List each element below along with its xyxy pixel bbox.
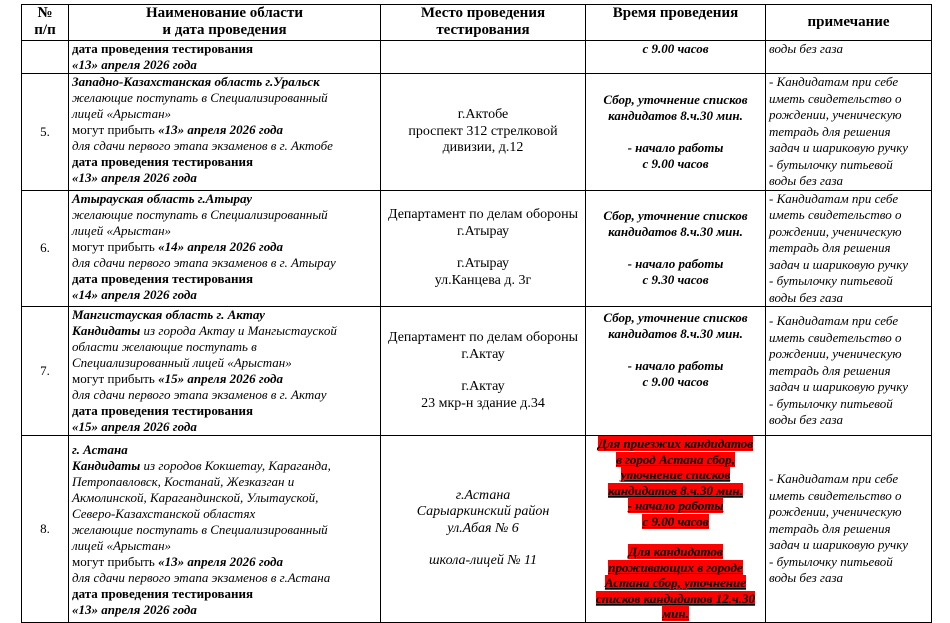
row5-place: г.Актобе проспект 312 стрелковой дивизии, д.12 xyxy=(381,74,586,191)
row7-time: Сбор, уточнение списков кандидатов 8.ч.30 мин. - начало работы с 9.00 часов xyxy=(586,307,766,436)
row7-place: Департамент по делам обороны г.Актау г.Актау 23 мкр-н здание д.34 xyxy=(381,307,586,436)
row6-place: Департамент по делам обороны г.Атырау г.Атырау ул.Канцева д. 3г xyxy=(381,190,586,307)
highlight-text: в город Астана сбор, xyxy=(616,451,735,467)
header-time: Время проведения xyxy=(586,5,766,41)
highlight-text: Астана сбор, уточнение xyxy=(604,575,747,590)
row0-note: воды без газа xyxy=(766,41,932,74)
highlight-text: кандидатов 8.ч.30 мин. xyxy=(608,482,743,498)
row5-num: 5. xyxy=(22,74,69,191)
row5-note: - Кандидатам при себе иметь свидетельство о рождении, ученическую тетрадь для решения задач и шариковую ручку - бутылочку питьевой воды без газа xyxy=(766,74,932,191)
highlight-text: уточнение списков xyxy=(620,467,731,482)
highlight-text: Для кандидатов xyxy=(628,544,723,559)
header-name: Наименование области и дата проведения xyxy=(69,5,381,41)
header-num: № п/п xyxy=(22,5,69,41)
header-row xyxy=(22,5,932,41)
highlight-text: списков кандидатов 12.ч.30 xyxy=(595,590,756,606)
highlight-text: - начало работы xyxy=(627,498,724,513)
row8-note: - Кандидатам при себе иметь свидетельство о рождении, ученическую тетрадь для решения задач и шариковую ручку - бутылочку питьевой воды без газа xyxy=(766,436,932,623)
highlight-text: проживающих в городе xyxy=(608,559,743,575)
row0-name: дата проведения тестирования «13» апреля 2026 года xyxy=(69,41,381,74)
highlight-text: Для приезжих кандидатов xyxy=(597,436,754,451)
row0-time: с 9.00 часов xyxy=(586,41,766,74)
row8-num: 8. xyxy=(22,436,69,623)
row6-num: 6. xyxy=(22,190,69,307)
table-row xyxy=(22,436,932,623)
row7-note: - Кандидатам при себе иметь свидетельство о рождении, ученическую тетрадь для решения задач и шариковую ручку - бутылочку питьевой воды без газа xyxy=(766,307,932,436)
header-place: Место проведения тестирования xyxy=(381,5,586,41)
row7-name: Мангистауская область г. Актау Кандидаты из города Актау и Мангыстауской области желающие поступать в Специализированный лицей «Арыстан» могут прибыть «15» апреля 2026 года для сдачи первого этапа экзаменов в г. Актау дата проведения тестирования «15» апреля 2026 года xyxy=(69,307,381,436)
highlight-text: мин. xyxy=(662,606,689,621)
row5-time: Сбор, уточнение списков кандидатов 8.ч.30 мин. - начало работы с 9.00 часов xyxy=(586,74,766,191)
header-note: примечание xyxy=(766,5,932,41)
row6-time: Сбор, уточнение списков кандидатов 8.ч.30 мин. - начало работы с 9.30 часов xyxy=(586,190,766,307)
row8-time xyxy=(586,436,766,623)
row8-name: г. Астана Кандидаты из городов Кокшетау, Караганда, Петропавловск, Костанай, Жезказган и Акмолинской, Карагандинской, Улытауской, Северо-Казахстанской областях желающие поступать в Специализированный лицей «Арыстан» могут прибыть «13» апреля 2026 года для сдачи первого этапа экзаменов в г.Астана дата проведения тестирования «13» апреля 2026 года xyxy=(69,436,381,623)
row0-num xyxy=(22,41,69,74)
table-row xyxy=(22,74,932,191)
row6-name: Атырауская область г.Атырау желающие поступать в Специализированный лицей «Арыстан» могут прибыть «14» апреля 2026 года для сдачи первого этапа экзаменов в г. Атырау дата проведения тестирования «14» апреля 2026 года xyxy=(69,190,381,307)
row7-num: 7. xyxy=(22,307,69,436)
row0-place xyxy=(381,41,586,74)
table-row xyxy=(22,307,932,436)
row6-note: - Кандидатам при себе иметь свидетельство о рождении, ученическую тетрадь для решения задач и шариковую ручку - бутылочку питьевой воды без газа xyxy=(766,190,932,307)
table-row xyxy=(22,190,932,307)
row5-name: Западно-Казахстанская область г.Уральск желающие поступать в Специализированный лицей «Арыстан» могут прибыть «13» апреля 2026 года для сдачи первого этапа экзаменов в г. Актобе дата проведения тестирования «13» апреля 2026 года xyxy=(69,74,381,191)
row8-place: г.Астана Сарыаркинский район ул.Абая № 6 школа-лицей № 11 xyxy=(381,436,586,623)
schedule-table xyxy=(21,4,932,623)
table-row xyxy=(22,41,932,74)
highlight-text: с 9.00 часов xyxy=(642,513,709,529)
